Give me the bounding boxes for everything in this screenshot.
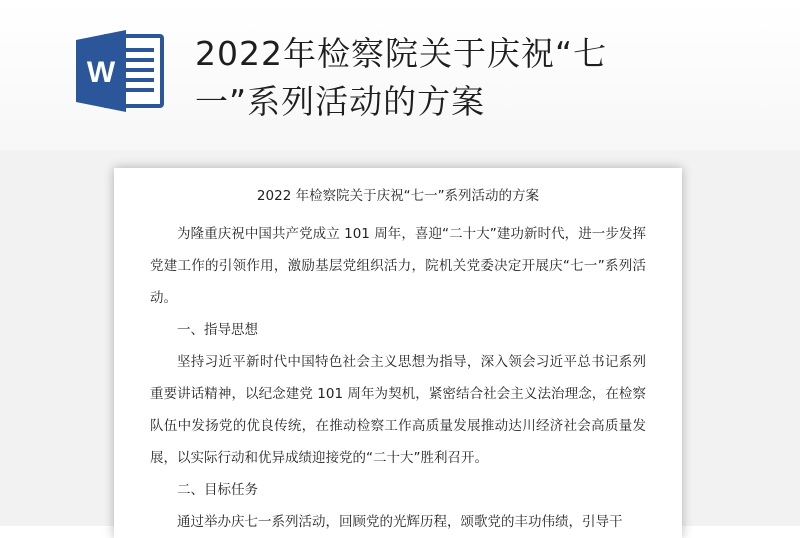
intro-paragraph: 为隆重庆祝中国共产党成立 101 周年，喜迎“二十大”建功新时代，进一步发挥党建工作的引领作用，激励基层党组织活力，院机关党委决定开展庆“七一”系列活动。: [150, 226, 646, 306]
section-body-guiding-ideology: 坚持习近平新时代中国特色社会主义思想为指导，深入领会习近平总书记系列重要讲话精神，以纪念建党 101 周年为契机，紧密结合社会主义法治理念，在检察队伍中发扬党的优良传统，在推动检察工作高质量发展推动达川经济社会高质量发展，以实际行动和优异成绩迎接党的“二十大”胜利召开。: [150, 354, 646, 466]
section-heading-goals: 二、目标任务: [177, 482, 258, 498]
section-body-goals: 通过举办庆七一系列活动，回顾党的光辉历程，颂歌党的丰功伟绩，引导干: [177, 514, 623, 530]
banner-header: [0, 0, 800, 150]
word-icon: [74, 30, 166, 112]
document-title: 2022 年检察院关于庆祝“七一”系列活动的方案: [256, 188, 540, 204]
section-heading-guiding-ideology: 一、指导思想: [177, 322, 258, 338]
word-icon-letter: W: [86, 56, 116, 89]
page-title: 2022年检察院关于庆祝“七一”系列活动的方案: [195, 34, 608, 121]
document-page: [114, 168, 682, 538]
